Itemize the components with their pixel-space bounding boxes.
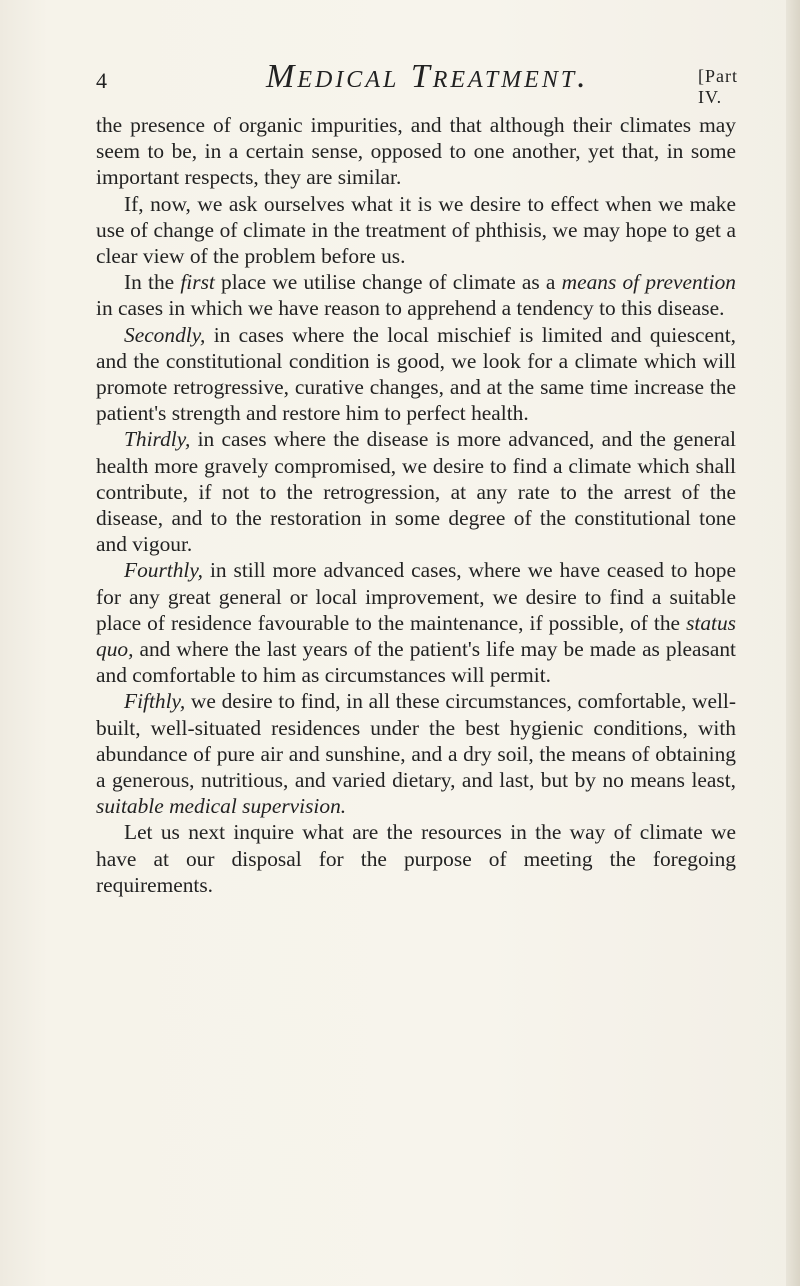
paragraph — [96, 688, 736, 819]
italic-phrase: first — [180, 270, 215, 295]
text-run: In the — [124, 270, 181, 295]
text-run: in cases in which we have reason to apprehend a tendency to this disease. — [96, 296, 725, 321]
italic-phrase: suitable medical supervision. — [96, 794, 347, 819]
italic-phrase: Fifthly, — [124, 689, 186, 714]
text-run: in cases where the disease is more advanced, and the general health more gravely compromised, we desire to find a climate which shall contribute, if not to the retrogression, at any rate to the arrest of the disease, and to the restoration in some degree of the constitutional tone and vigour. — [96, 427, 736, 557]
italic-phrase: Thirdly, — [124, 427, 191, 452]
text-run: and where the last years of the patient's life may be made as pleasant and comfortable to him as circumstances will permit. — [96, 637, 736, 688]
paragraph — [96, 426, 736, 557]
paragraph — [96, 269, 736, 321]
text-run: we desire to find, in all these circumstances, comfortable, well-built, well-situated residences under the best hygienic conditions, with abundance of pure air and sunshine, and a dry soil, the means of obtaining a generous, nutritious, and varied dietary, and last, but by no means least, — [96, 689, 736, 793]
text-run: place we utilise change of climate as a — [214, 270, 562, 295]
italic-phrase: means of prevention — [561, 270, 736, 295]
paragraph — [96, 819, 736, 898]
running-header — [96, 58, 738, 107]
paragraph — [96, 191, 736, 270]
paragraph — [96, 322, 736, 427]
italic-phrase: status quo, — [96, 610, 736, 662]
running-title: Medical Treatment. — [266, 58, 589, 95]
italic-phrase: Fourthly, — [124, 558, 204, 583]
body-text — [96, 112, 736, 898]
page-edge — [786, 0, 800, 1286]
text-run: in still more advanced cases, where we have ceased to hope for any great general or local improvement, we desire to find a suitable place of residence favourable to the maintenance, if possible, of the — [96, 558, 736, 635]
text-run: the presence of organic impurities, and that although their climates may seem to be, in a certain sense, opposed to one another, yet that, in some important respects, they are similar. — [96, 113, 736, 190]
paragraph — [96, 557, 736, 688]
text-run: in cases where the local mischief is limited and quiescent, and the constitutional condition is good, we look for a climate which will promote retrogressive, curative changes, and at the same time increase the patient's strength and restore him to perfect health. — [96, 322, 736, 426]
page-number: 4 — [96, 68, 107, 93]
text-run: If, now, we ask ourselves what it is we desire to effect when we make use of change of climate in the treatment of phthisis, we may hope to get a clear view of the problem before us. — [96, 191, 736, 269]
italic-phrase: Secondly, — [124, 322, 206, 347]
paragraph — [96, 112, 736, 191]
part-label: [Part IV. — [698, 66, 738, 107]
text-run: Let us next inquire what are the resources in the way of climate we have at our disposal for the purpose of meeting the foregoing requirements. — [96, 820, 736, 897]
